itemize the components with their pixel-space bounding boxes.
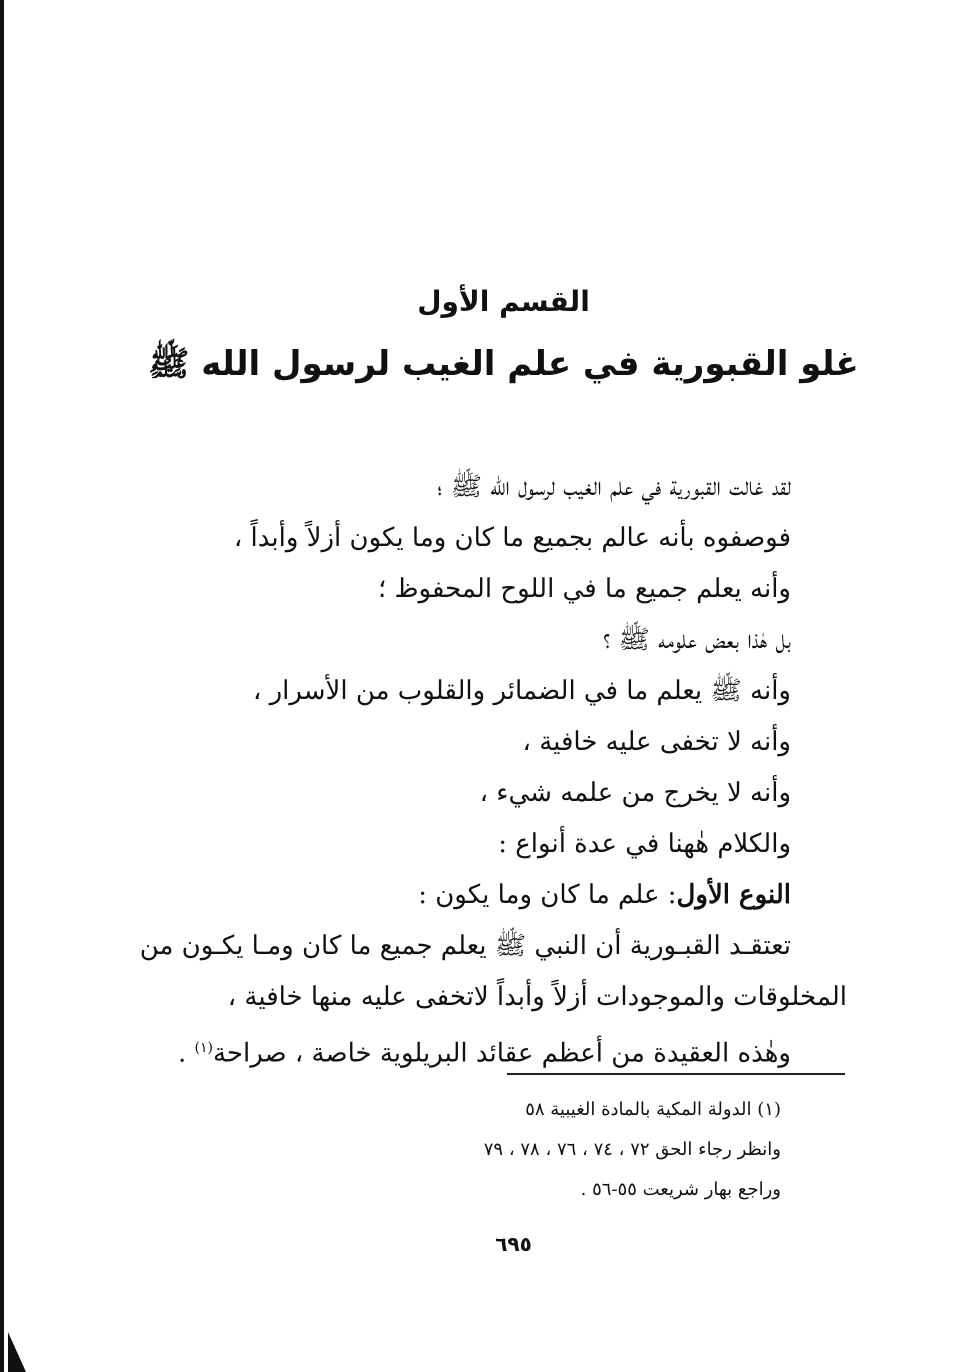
body-line: فوصفوه بأنه عالم بجميع ما كان وما يكون أزلاً وأبداً ،: [233, 523, 791, 553]
footnotes: [281, 1090, 781, 1210]
chapter-title: غلو القبورية في علم الغيب لرسول الله ﷺ: [148, 344, 859, 384]
footnote-line: (١) الدولة المكية بالمادة الغيبية ٥٨: [525, 1099, 781, 1120]
body-line: والكلام هٰهنا في عدة أنواع :: [498, 829, 791, 859]
footnote-line: وانظر رجاء الحق ٧٢ ، ٧٤ ، ٧٦ ، ٧٨ ، ٧٩: [483, 1139, 781, 1160]
paragraph-end: .: [177, 1038, 195, 1069]
type-label: النوع الأول: [676, 880, 791, 910]
body-line: وأنه لا يخرج من علمه شيء ،: [479, 778, 791, 808]
page-number: ٦٩٥: [495, 1232, 532, 1256]
footnote-ref: (١): [194, 1040, 213, 1056]
paragraph-line: المخلوقات والموجودات أزلاً وأبداً لاتخفى عليه منها خافية ،: [227, 982, 847, 1012]
footnote-line: وراجع بهار شريعت ٥٥-٥٦ .: [580, 1179, 781, 1200]
paragraph-text: وهٰذه العقيدة من أعظم عقائد البريلوية خاصة ، صراحة: [212, 1038, 791, 1069]
paragraph-line: تعتقـد القبـورية أن النبي ﷺ يعلم جميع ما كان ومـا يكـون من: [139, 931, 791, 961]
corner-mark: [8, 1332, 26, 1372]
type-heading-line: [131, 870, 791, 921]
body-line: وأنه لا تخفى عليه خافية ،: [522, 727, 791, 757]
footnote-separator: [507, 1073, 845, 1075]
section-heading: القسم الأول: [417, 285, 590, 318]
body-line: وأنه يعلم جميع ما في اللوح المحفوظ ؛: [377, 574, 791, 604]
paragraph-line: [131, 1023, 791, 1080]
type-text: : علم ما كان وما يكون :: [418, 880, 677, 910]
body-text: [131, 462, 847, 1080]
body-line: بل هٰذا بعض علومه ﷺ ؟: [602, 625, 791, 655]
body-line: وأنه ﷺ يعلم ما في الضمائر والقلوب من الأسرار ،: [252, 676, 791, 706]
body-line: لقد غالت القبورية في علم الغيب لرسول الله ﷺ ؛: [437, 472, 791, 502]
